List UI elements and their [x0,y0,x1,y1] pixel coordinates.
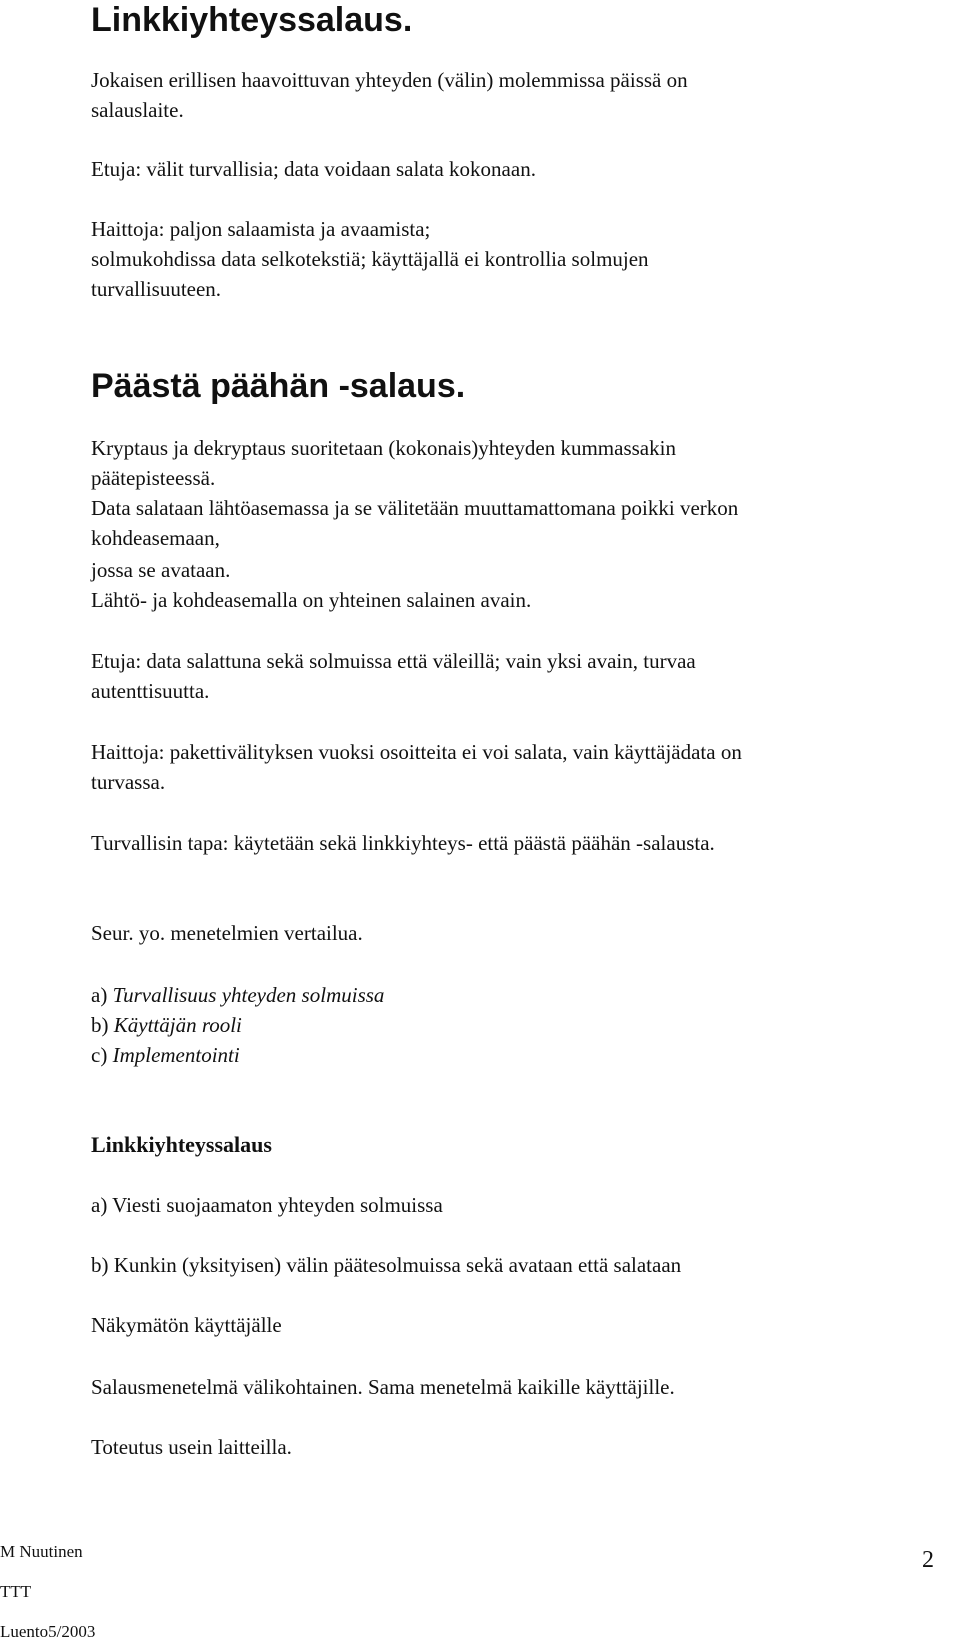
footer-course: TTT [0,1582,32,1601]
paragraph-line: solmukohdissa data selkotekstiä; käyttäjallä ei kontrollia solmujen [91,247,649,271]
footer-lecture: Luento5/2003 [0,1622,96,1641]
paragraph-line: b) Kunkin (yksityisen) välin päätesolmuissa sekä avataan että salataan [91,1253,682,1277]
comparison-item-c [91,1040,240,1070]
list-marker: b) [91,1013,114,1037]
section-title-end-to-end: Päästä päähän -salaus. [91,367,466,405]
paragraph-line: Turvallisin tapa: käytetään sekä linkkiyhteys- että päästä päähän -salausta. [91,831,715,855]
comparison-item-b [91,1010,242,1040]
paragraph-line: Etuja: välit turvallisia; data voidaan salata kokonaan. [91,157,536,181]
paragraph-line: Haittoja: pakettivälityksen vuoksi osoitteita ei voi salata, vain käyttäjädata on [91,740,742,764]
section-title-link-encryption: Linkkiyhteyssalaus. [91,1,413,39]
paragraph-line: Jokaisen erillisen haavoittuvan yhteyden (välin) molemmissa päissä on [91,68,688,92]
paragraph-line: Etuja: data salattuna sekä solmuissa että väleillä; vain yksi avain, turvaa [91,649,696,673]
list-item-label: Turvallisuus yhteyden solmuissa [112,983,385,1007]
paragraph-line: Näkymätön käyttäjälle [91,1313,282,1337]
subsection-title-link-encryption: Linkkiyhteyssalaus [91,1132,272,1157]
paragraph-line: turvallisuuteen. [91,277,222,301]
list-marker: c) [91,1043,113,1067]
paragraph-line: Toteutus usein laitteilla. [91,1435,292,1459]
paragraph-line: Data salataan lähtöasemassa ja se välitetään muuttamattomana poikki verkon [91,496,739,520]
list-item-label: Implementointi [112,1043,240,1067]
paragraph-line: turvassa. [91,770,166,794]
paragraph-line: Haittoja: paljon salaamista ja avaamista; [91,217,431,241]
paragraph-line: Lähtö- ja kohdeasemalla on yhteinen salainen avain. [91,588,532,612]
paragraph-line: kohdeasemaan, [91,526,220,550]
list-marker: a) [91,983,113,1007]
paragraph-line: Salausmenetelmä välikohtainen. Sama menetelmä kaikille käyttäjille. [91,1375,675,1399]
comparison-item-a [91,980,384,1010]
footer-author: M Nuutinen [0,1542,83,1561]
comparison-intro: Seur. yo. menetelmien vertailua. [91,921,363,945]
paragraph-line: autenttisuutta. [91,679,210,703]
paragraph-line: salauslaite. [91,98,184,122]
paragraph-line: Kryptaus ja dekryptaus suoritetaan (kokonais)yhteyden kummassakin [91,436,676,460]
paragraph-line: a) Viesti suojaamaton yhteyden solmuissa [91,1193,443,1217]
list-item-label: Käyttäjän rooli [113,1013,242,1037]
paragraph-line: päätepisteessä. [91,466,216,490]
page-number: 2 [922,1547,934,1573]
paragraph-line: jossa se avataan. [91,558,231,582]
